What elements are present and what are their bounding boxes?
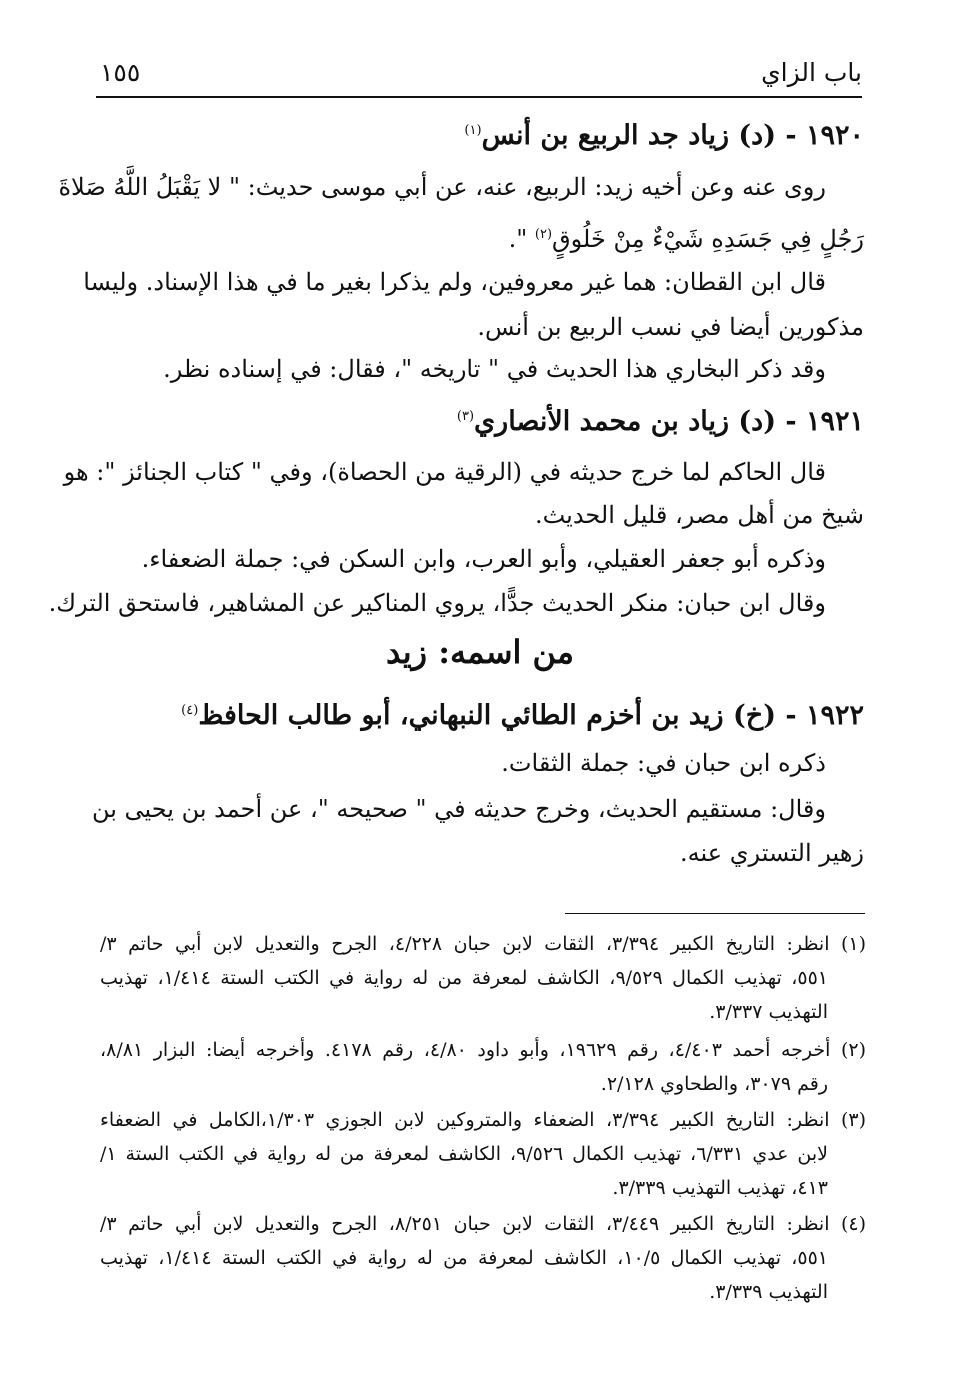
footnote-line: (٢) أخرجه أحمد ٤/٤٠٣، رقم ١٩٦٢٩، وأبو داود ٤/٨٠، رقم ٤١٧٨. وأخرجه أيضا: البزار ٨/٨١،: [100, 1039, 867, 1061]
paragraph-line: مذكورين أيضا في نسب الربيع بن أنس.: [477, 313, 864, 341]
footnote-line: رقم ٣٠٧٩، والطحاوي ٢/١٢٨.: [600, 1073, 828, 1095]
entry-heading: [457, 400, 864, 439]
footnote-line: (٤) انظر: التاريخ الكبير ٣/٤٤٩، الثقات لابن حبان ٨/٢٥١، الجرح والتعديل لابن أبي حاتم ٣/: [100, 1213, 867, 1235]
entry-heading-text: ١٩٢١ - (د) زياد بن محمد الأنصاري: [474, 406, 864, 437]
running-header: [96, 56, 862, 98]
paragraph-line: شيخ من أهل مصر، قليل الحديث.: [534, 501, 864, 529]
chapter-title: باب الزاي: [761, 58, 862, 87]
section-title: من اسمه: زيد: [385, 633, 575, 671]
footnote-ref: (٤): [181, 703, 199, 718]
entry-heading: [464, 114, 864, 153]
footnote-line: (١) انظر: التاريخ الكبير ٣/٣٩٤، الثقات لابن حبان ٤/٢٢٨، الجرح والتعديل لابن أبي حاتم ٣/: [100, 933, 867, 955]
footnote-line: التهذيب ٣/٣٣٧.: [709, 1001, 828, 1023]
footnote-ref: (٢): [534, 227, 553, 242]
paragraph-line: [509, 218, 864, 256]
footnote-line: ٤١٣، تهذيب التهذيب ٣/٣٣٩.: [612, 1177, 828, 1199]
entry-heading-text: ١٩٢٢ - (خ) زيد بن أخزم الطائي النبهاني، أبو طالب الحافظ: [198, 700, 864, 731]
paragraph-line: قال الحاكم لما خرج حديثه في (الرقية من الحصاة)، وفي " كتاب الجنائز ": هو: [63, 458, 826, 486]
paragraph-line: زهير التستري عنه.: [680, 839, 864, 867]
entry-heading-text: ١٩٢٠ - (د) زياد جد الربيع بن أنس: [481, 120, 864, 151]
entry-heading: [181, 694, 864, 733]
paragraph-line: روى عنه وعن أخيه زيد: الربيع، عنه، عن أبي موسى حديث: " لا يَقْبَلُ اللَّهُ صَلاةَ: [58, 173, 826, 201]
footnote-line: (٣) انظر: التاريخ الكبير ٣/٣٩٤، الضعفاء والمتروكين لابن الجوزي ١/٣٠٣،الكامل في الضعفاء: [100, 1109, 867, 1131]
paragraph-line: وقال ابن حبان: منكر الحديث جدًّا، يروي المناكير عن المشاهير، فاستحق الترك.: [48, 589, 826, 617]
page-number: ١٥٥: [100, 58, 141, 87]
paragraph-line: ذكره ابن حبان في: جملة الثقات.: [501, 749, 826, 777]
quote-close: ".: [508, 225, 535, 253]
paragraph-line: وقد ذكر البخاري هذا الحديث في " تاريخه "، فقال: في إسناده نظر.: [163, 355, 826, 383]
footnote-line: ٥٥١، تهذيب الكمال ٩/٥٢٩، الكاشف لمعرفة من له رواية في الكتب الستة ١/٤١٤، تهذيب: [100, 967, 828, 989]
footnote-ref: (١): [464, 123, 482, 138]
paragraph-line: قال ابن القطان: هما غير معروفين، ولم يذكرا بغير ما في هذا الإسناد. وليسا: [83, 268, 826, 296]
hadith-text: رَجُلٍ فِي جَسَدِهِ شَيْءٌ مِنْ خَلُوقٍ: [552, 225, 864, 253]
footnote-ref: (٣): [456, 409, 475, 424]
footnote-line: لابن عدي ٦/٣٣١، تهذيب الكمال ٩/٥٢٦، الكاشف لمعرفة من له رواية في الكتب الستة ١/: [100, 1143, 828, 1165]
footnote-line: ٥٥١، تهذيب الكمال ١٠/٥، الكاشف لمعرفة من له رواية في الكتب الستة ١/٤١٤، تهذيب: [100, 1247, 829, 1269]
paragraph-line: وذكره أبو جعفر العقيلي، وأبو العرب، وابن السكن في: جملة الضعفاء.: [141, 545, 826, 573]
paragraph-line: وقال: مستقيم الحديث، وخرج حديثه في " صحيحه "، عن أحمد بن يحيى بن: [91, 795, 826, 823]
footnote-line: التهذيب ٣/٣٣٩.: [709, 1281, 828, 1303]
footnote-separator: [565, 913, 865, 914]
